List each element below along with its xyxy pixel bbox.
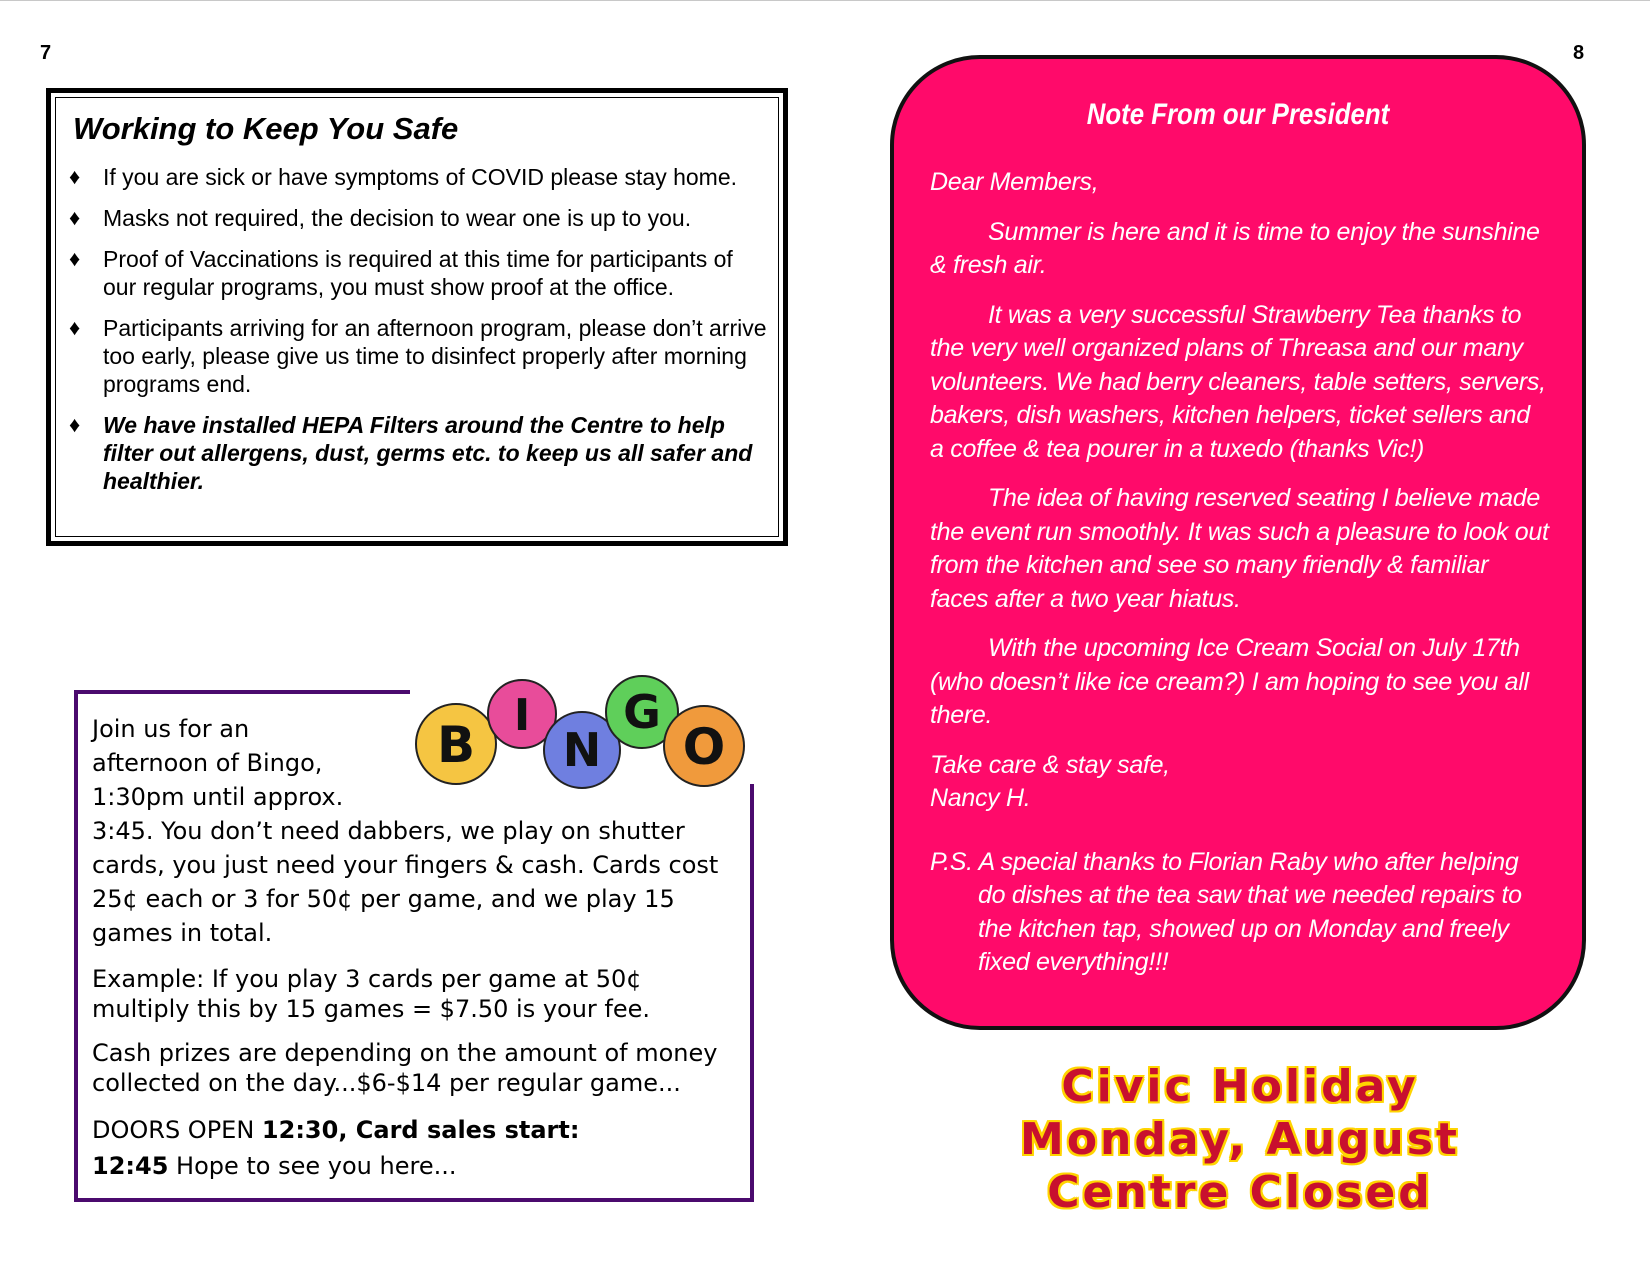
svg-text:O: O — [682, 718, 726, 776]
safety-item: ♦ If you are sick or have symptoms of COVID please stay home. — [69, 164, 738, 190]
diamond-bullet-icon: ♦ — [69, 246, 81, 271]
safety-item: ♦ Masks not required, the decision to wear one is up to you. — [69, 205, 692, 231]
svg-text:G: G — [623, 685, 661, 739]
civic-holiday-date: Monday, August — [1020, 1114, 1460, 1165]
bingo-box-top-border — [74, 690, 410, 694]
president-note-body — [930, 166, 1550, 996]
safety-title: Working to Keep You Safe — [73, 111, 459, 146]
note-signoff: Take care & stay safe, Nancy H. — [930, 750, 1170, 812]
diamond-bullet-icon: ♦ — [69, 412, 81, 437]
diamond-bullet-icon: ♦ — [69, 315, 81, 340]
note-paragraph: It was a very successful Strawberry Tea thanks to the very well organized plans of Threasa and our many volunteers. We had berry cleaners, table setters, servers, bakers, dish washers, kitchen helpers, ticket sellers and a coffee & tea pourer in a tuxedo (thanks Vic!) — [930, 300, 1546, 463]
note-greeting: Dear Members, — [930, 168, 1099, 196]
safety-item: ♦ Participants arriving for an afternoon program, please don’t arrive too early, please give us time to disinfect properly after morning programs end. — [69, 315, 767, 397]
note-paragraph: Summer is here and it is time to enjoy the sunshine & fresh air. — [930, 217, 1540, 279]
safety-item-emphasis: ♦ We have installed HEPA Filters around the Centre to help filter out allergens, dust, germs etc. to keep us all safer and healthier. — [69, 412, 753, 494]
note-postscript: P.S. A special thanks to Florian Raby who after helping do dishes at the tea saw that we needed repairs to the kitchen tap, showed up on Monday and freely fixed everything!!! — [930, 847, 1522, 976]
bingo-example: Example: If you play 3 cards per game at 50¢ multiply this by 15 games = $7.50 is your fee. — [92, 965, 651, 1023]
president-note-title: Note From our President — [1086, 98, 1390, 131]
top-rule — [0, 0, 1650, 1]
page-number-right: 8 — [1573, 42, 1585, 64]
safety-box — [46, 88, 788, 546]
svg-text:N: N — [562, 723, 602, 777]
bingo-cash-prizes: Cash prizes are depending on the amount of money collected on the day...$6-$14 per regular game... — [92, 1039, 718, 1097]
diamond-bullet-icon: ♦ — [69, 205, 81, 230]
page-number-left: 7 — [40, 42, 52, 64]
bingo-doors-open: DOORS OPEN 12:30, Card sales start: 12:45 Hope to see you here... — [92, 1116, 580, 1180]
civic-holiday-notice — [930, 1060, 1550, 1219]
svg-text:I: I — [513, 690, 531, 741]
civic-holiday-line: Civic Holiday — [1061, 1061, 1419, 1112]
diamond-bullet-icon: ♦ — [69, 164, 81, 189]
safety-item: ♦ Proof of Vaccinations is required at this time for participants of our regular programs, you must show proof at the office. — [69, 246, 733, 300]
safety-list — [69, 163, 769, 508]
bingo-intro: Join us for an afternoon of Bingo, 1:30pm until approx. 3:45. You don’t need dabbers, we play on shutter cards, you just need your fingers & cash. Cards cost 25¢ each or 3 for 50¢ per game, and we play 15 games in total. — [92, 715, 719, 947]
note-paragraph: The idea of having reserved seating I believe made the event run smoothly. It was such a pleasure to look out from the kitchen and see so many friendly & familiar faces after a two year hiatus. — [930, 484, 1549, 613]
note-paragraph: With the upcoming Ice Cream Social on July 17th (who doesn’t like ice cream?) I am hoping to see you all there. — [930, 634, 1529, 729]
svg-text:B: B — [436, 716, 476, 774]
centre-closed-line: Centre Closed — [1047, 1167, 1433, 1218]
